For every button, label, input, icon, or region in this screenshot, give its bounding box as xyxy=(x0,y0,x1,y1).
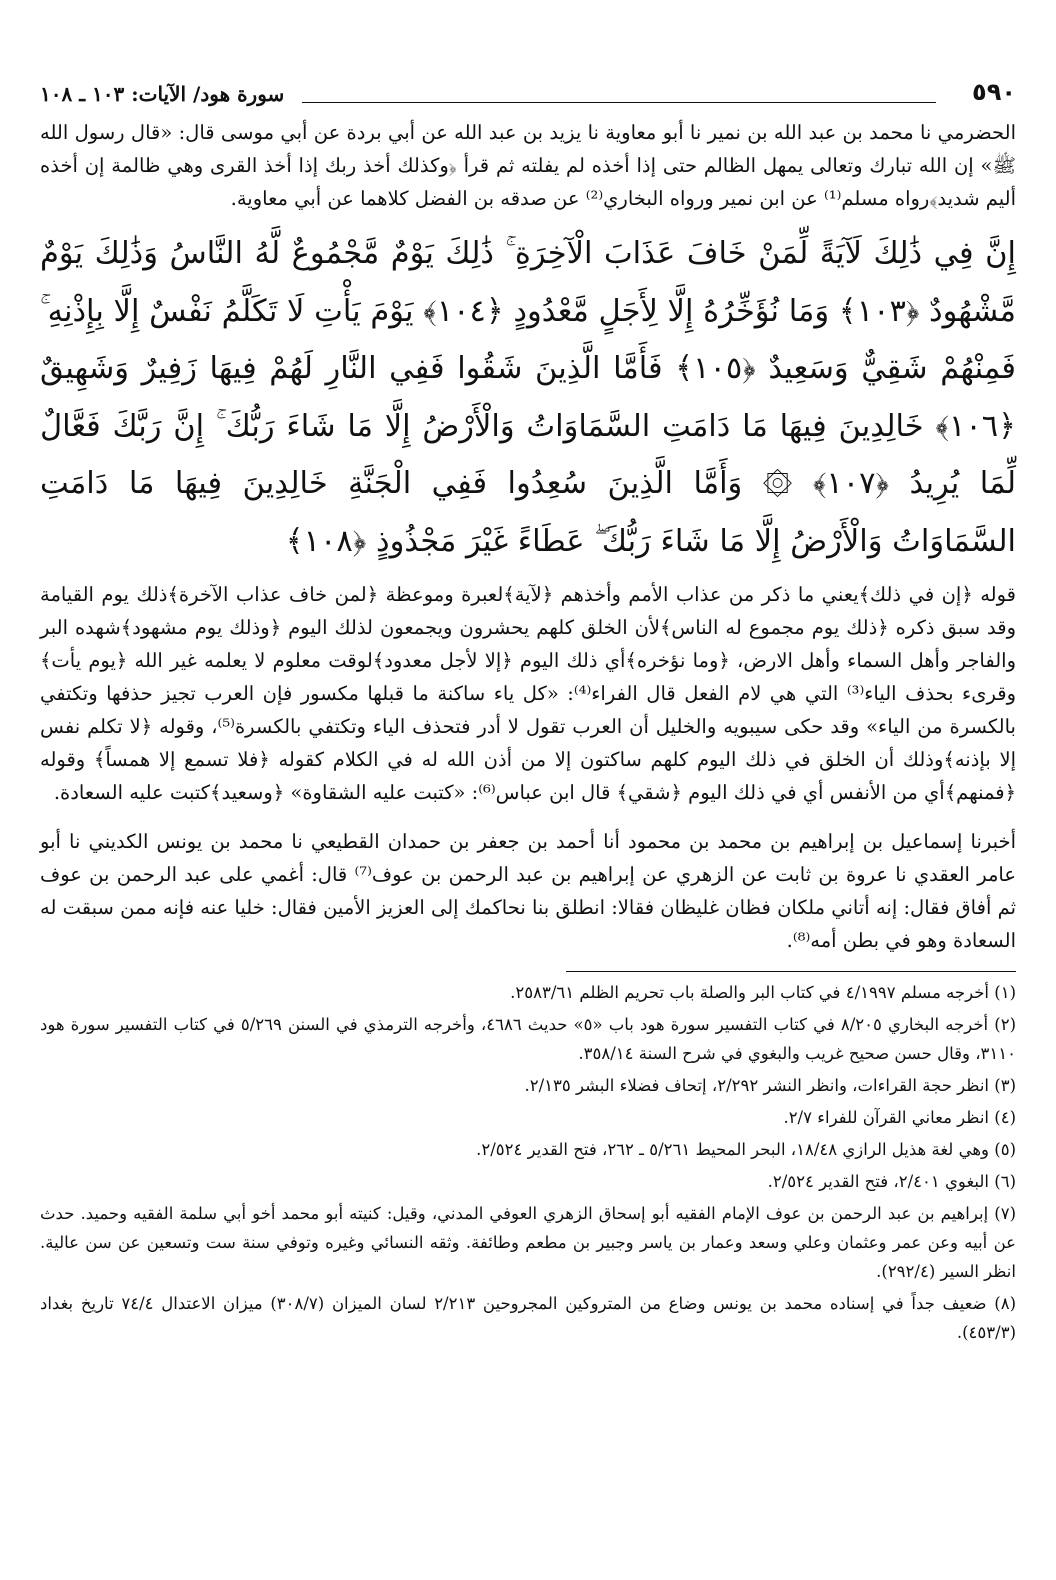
footnote: (٦) البغوي ٢/٤٠١، فتح القدير ٢/٥٢٤. xyxy=(767,1172,1016,1191)
header-title: سورة هود/ الآيات: ١٠٣ ـ ١٠٨ xyxy=(40,82,285,106)
tafsir-paragraph: قوله ﴿إن في ذلك﴾يعني ما ذكر من عذاب الأمم وأخذهم ﴿لآية﴾لعبرة وموعظة ﴿لمن خاف عذاب الآخرة﴾ذلك يوم القيامة وقد سبق ذكره ﴿ذلك يوم مجموع له الناس﴾لأن الخلق كلهم يحشرون ويجمعون لذلك اليوم ﴿وذلك يوم مشهود﴾شهده البر والفاجر وأهل السماء وأهل الارض، ﴿وما نؤخره﴾أي ذلك اليوم ﴿إلا لأجل معدود﴾لوقت معلوم لا يعلمه غير الله ﴿يوم يأت﴾وقرىء بحذف الياء⁽³⁾ التي هي لام الفعل قال الفراء⁽⁴⁾: «كل ياء ساكنة ما قبلها مكسور فإن العرب تجيز حذفها وتكتفي بالكسرة من الياء» وقد حكى سيبويه والخليل أن العرب تقول لا أدر فتحذف الياء وتكتفي بالكسرة⁽⁵⁾، وقوله ﴿لا تكلم نفس إلا بإذنه﴾وذلك أن الخلق في ذلك اليوم كلهم ساكتون إلا من أذن الله له في الكلام كقوله ﴿فلا تسمع إلا همساً﴾ وقوله ﴿فمنهم﴾أي من الأنفس أي في ذلك اليوم ﴿شقي﴾ قال ابن عباس⁽⁶⁾: «كتبت عليه الشقاوة» ﴿وسعيد﴾كتبت عليه السعادة. xyxy=(40,583,1016,804)
hadith-paragraph: الحضرمي نا محمد بن عبد الله بن نمير نا أبو معاوية نا يزيد بن عبد الله عن أبي بردة عن أبي موسى قال: «قال رسول الله ﷺ» إن الله تبارك وتعالى يمهل الظالم حتى إذا أخذه لم يفلته ثم قرأ ﴿وكذلك أخذ ربك إذا أخذ القرى وهي ظالمة إن أخذه أليم شديد﴾رواه مسلم⁽¹⁾ عن ابن نمير ورواه البخاري⁽²⁾ عن صدقه بن الفضل كلاهما عن أبي معاوية. xyxy=(40,121,1016,210)
running-header xyxy=(40,78,1016,112)
isnad-paragraph: أخبرنا إسماعيل بن إبراهيم بن محمد بن محمود أنا أحمد بن جعفر بن حمدان القطيعي نا محمد بن يونس الكديني نا أبو عامر العقدي نا عروة بن ثابت عن الزهري عن إبراهيم بن عبد الرحمن بن عوف⁽⁷⁾ قال: أغمي على عبد الرحمن بن عوف ثم أفاق فقال: إنه أتاني ملكان فظان غليظان فقالا: انطلق بنا نحاكمك إلى العزيز الأمين فقال: خليا عنه فإنه ممن سبقت له السعادة وهو في بطن أمه⁽⁸⁾. xyxy=(40,830,1016,952)
footnote: (٨) ضعيف جداً في إسناده محمد بن يونس وضاع من المتروكين المجروحين ٢/٢١٣ لسان الميزان (٣٠٨/٧) ميزان الاعتدال ٧٤/٤ تاريخ بغداد (٤٥٣/٣). xyxy=(40,1294,1016,1342)
footnote: (٥) وهي لغة هذيل الرازي ١٨/٤٨، البحر المحيط ٥/٢٦١ ـ ٢٦٢، فتح القدير ٢/٥٢٤. xyxy=(476,1140,1016,1159)
page xyxy=(40,78,1016,1350)
footnotes xyxy=(40,978,1016,1347)
header-rule xyxy=(302,102,936,103)
footnote: (٢) أخرجه البخاري ٨/٢٠٥ في كتاب التفسير سورة هود باب «٥» حديث ٤٦٨٦، وأخرجه الترمذي في السنن ٥/٢٦٩ في كتاب التفسير سورة هود ٣١١٠، وقال حسن صحيح غريب والبغوي في شرح السنة ٣٥٨/١٤. xyxy=(40,1015,1016,1063)
page-number: ٥٩٠ xyxy=(972,78,1016,106)
quran-verses: إِنَّ فِي ذَٰلِكَ لَآيَةً لِّمَنْ خَافَ عَذَابَ الْآخِرَةِ ۚ ذَٰلِكَ يَوْمٌ مَّجْمُوعٌ لَّهُ النَّاسُ وَذَٰلِكَ يَوْمٌ مَّشْهُودٌ ﴿١٠٣﴾ وَمَا نُؤَخِّرُهُ إِلَّا لِأَجَلٍ مَّعْدُودٍ ﴿١٠٤﴾ يَوْمَ يَأْتِ لَا تَكَلَّمُ نَفْسٌ إِلَّا بِإِذْنِهِ ۚ فَمِنْهُمْ شَقِيٌّ وَسَعِيدٌ ﴿١٠٥﴾ فَأَمَّا الَّذِينَ شَقُوا فَفِي النَّارِ لَهُمْ فِيهَا زَفِيرٌ وَشَهِيقٌ ﴿١٠٦﴾ خَالِدِينَ فِيهَا مَا دَامَتِ السَّمَاوَاتُ وَالْأَرْضُ إِلَّا مَا شَاءَ رَبُّكَ ۚ إِنَّ رَبَّكَ فَعَّالٌ لِّمَا يُرِيدُ ﴿١٠٧﴾ ۞ وَأَمَّا الَّذِينَ سُعِدُوا فَفِي الْجَنَّةِ خَالِدِينَ فِيهَا مَا دَامَتِ السَّمَاوَاتُ وَالْأَرْضُ إِلَّا مَا شَاءَ رَبُّكَ ۖ عَطَاءً غَيْرَ مَجْذُوذٍ ﴿١٠٨﴾ xyxy=(40,236,1017,559)
footnote-separator xyxy=(566,971,1016,972)
footnote: (٧) إبراهيم بن عبد الرحمن بن عوف الإمام الفقيه أبو إسحاق الزهري العوفي المدني، وقيل: كنيته أبو محمد أخو أبي سلمة الفقيه وحميد. حدث عن أبيه وعن عمر وعثمان وعلي وسعد وعمار بن ياسر وجبير بن مطعم وطائفة. وثقه النسائي وغيره وتوفي سنة ست وتسعين عن سن عالية. انظر السير (٢٩٢/٤). xyxy=(40,1204,1016,1281)
footnote: (١) أخرجه مسلم ٤/١٩٩٧ في كتاب البر والصلة باب تحريم الظلم ٢٥٨٣/٦١. xyxy=(510,983,1016,1002)
footnote: (٤) انظر معاني القرآن للفراء ٢/٧. xyxy=(783,1108,1016,1127)
footnote: (٣) انظر حجة القراءات، وانظر النشر ٢/٢٩٢، إتحاف فضلاء البشر ٢/١٣٥. xyxy=(524,1076,1016,1095)
